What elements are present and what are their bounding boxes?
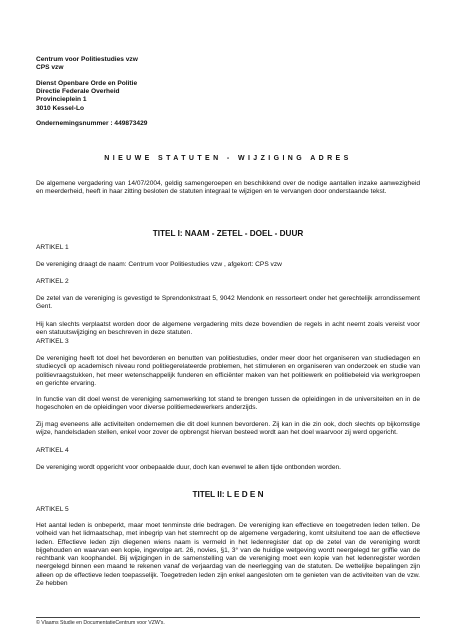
article-4-text: De vereniging wordt opgericht voor onbepaalde duur, doch kan evenwel te allen tijde ontbonden worden. bbox=[36, 464, 341, 471]
address-line: Directie Federale Overheid bbox=[36, 88, 120, 96]
address-line: Provincieplein 1 bbox=[36, 96, 87, 104]
organization-header bbox=[36, 56, 420, 72]
footer-divider bbox=[36, 617, 420, 618]
article-3-paragraph: De vereniging heeft tot doel het bevorderen en benutten van politiestudies, onder meer door het organiseren van studiedagen en studiecycli op academisch niveau rond politiegerelateerde problemen, het stimuleren en organiseren van onderzoek en studie van politievraagstukken, het meer wetenschappelijk funderen en efficiënter maken van het politiewerk en politiebeleid via werkgroepen en gerichte ervaring. bbox=[36, 355, 420, 387]
title-2-heading: TITEL II: L E D E N bbox=[192, 490, 264, 499]
new-statutes-heading: NIEUWE STATUTEN - WIJZIGING ADRES bbox=[104, 155, 352, 162]
article-1-text: De vereniging draagt de naam: Centrum voor Politiestudies vzw , afgekort: CPS vzw bbox=[36, 261, 282, 268]
footer-copyright: © Vlaams Studie en DocumentatieCentrum voor VZW's. bbox=[36, 620, 165, 626]
article-2-label: ARTIKEL 2 bbox=[36, 278, 69, 285]
org-name: Centrum voor Politiestudies vzw bbox=[36, 56, 138, 63]
article-3-paragraph: In functie van dit doel wenst de vereniging samenwerking tot stand te brengen tussen de opleidingen in de universiteiten en in de hogescholen en de opleidingen voor diverse politiemedewerkers anderzijds. bbox=[36, 396, 420, 412]
org-short-name: CPS vzw bbox=[36, 64, 64, 72]
intro-paragraph: De algemene vergadering van 14/07/2004, geldig samengeroepen en beschikkend over de nodige aantallen inzake aanwezigheid en meerderheid, heeft in haar zitting besloten de statuten integraal te wijzigen en te vervangen door onderstaande tekst. bbox=[36, 180, 420, 196]
article-5-label: ARTIKEL 5 bbox=[36, 506, 69, 513]
article-1-label: ARTIKEL 1 bbox=[36, 244, 69, 251]
article-3-paragraph: Zij mag eveneens alle activiteiten ondernemen die dit doel kunnen bevorderen. Zij kan in die zin ook, doch slechts op bijkomstige wijze, handelsdaden stellen, enkel voor zover de opbrengst hiervan besteed wordt aan het doel waarvoor zij werd opgericht. bbox=[36, 421, 420, 437]
address-line: 3010 Kessel-Lo bbox=[36, 104, 85, 112]
title-1-heading: TITEL I: NAAM - ZETEL - DOEL - DUUR bbox=[152, 229, 304, 238]
address-line: Dienst Openbare Orde en Politie bbox=[36, 80, 138, 87]
article-2-paragraph: Hij kan slechts verplaatst worden door de algemene vergadering mits deze bovendien de regels in acht neemt zoals vereist voor een statuutswijziging en beschreven in deze statuten. bbox=[36, 321, 420, 337]
article-4-label: ARTIKEL 4 bbox=[36, 447, 69, 454]
enterprise-number: Ondernemingsnummer : 449873429 bbox=[36, 120, 148, 127]
article-3-label: ARTIKEL 3 bbox=[36, 338, 69, 345]
article-2-paragraph: De zetel van de vereniging is gevestigd te Sprendonkstraat 5, 9042 Mendonk en ressorteert onder het gerechtelijk arrondissement Gent. bbox=[36, 295, 420, 311]
address-block bbox=[36, 80, 420, 113]
article-5-paragraph: Het aantal leden is onbeperkt, maar moet tenminste drie bedragen. De vereniging kan effectieve en toegetreden leden tellen. De volheid van het lidmaatschap, met inbegrip van het stemrecht op de algemene vergadering, komt uitsluitend toe aan de effectieve leden. Effectieve leden zijn diegenen wiens naam is vermeld in het ledenregister dat op de zetel van de vereniging wordt bijgehouden en waarvan een kopie, ingevolge art. 26, novies, §1, 3° van de huidige wetgeving wordt neergelegd ter griffie van de rechtbank van koophandel. Bij wijzigingen in de samenstelling van de vereniging moet een kopie van het ledenregister worden neergelegd binnen een maand te rekenen vanaf de verjaardag van de neerlegging van de statuten. De wettelijke bepalingen zijn alleen op de effectieve leden toepasselijk. Toegetreden leden zijn enkel aangesloten om te genieten van de activiteiten van de vzw. Ze hebben bbox=[36, 522, 420, 588]
